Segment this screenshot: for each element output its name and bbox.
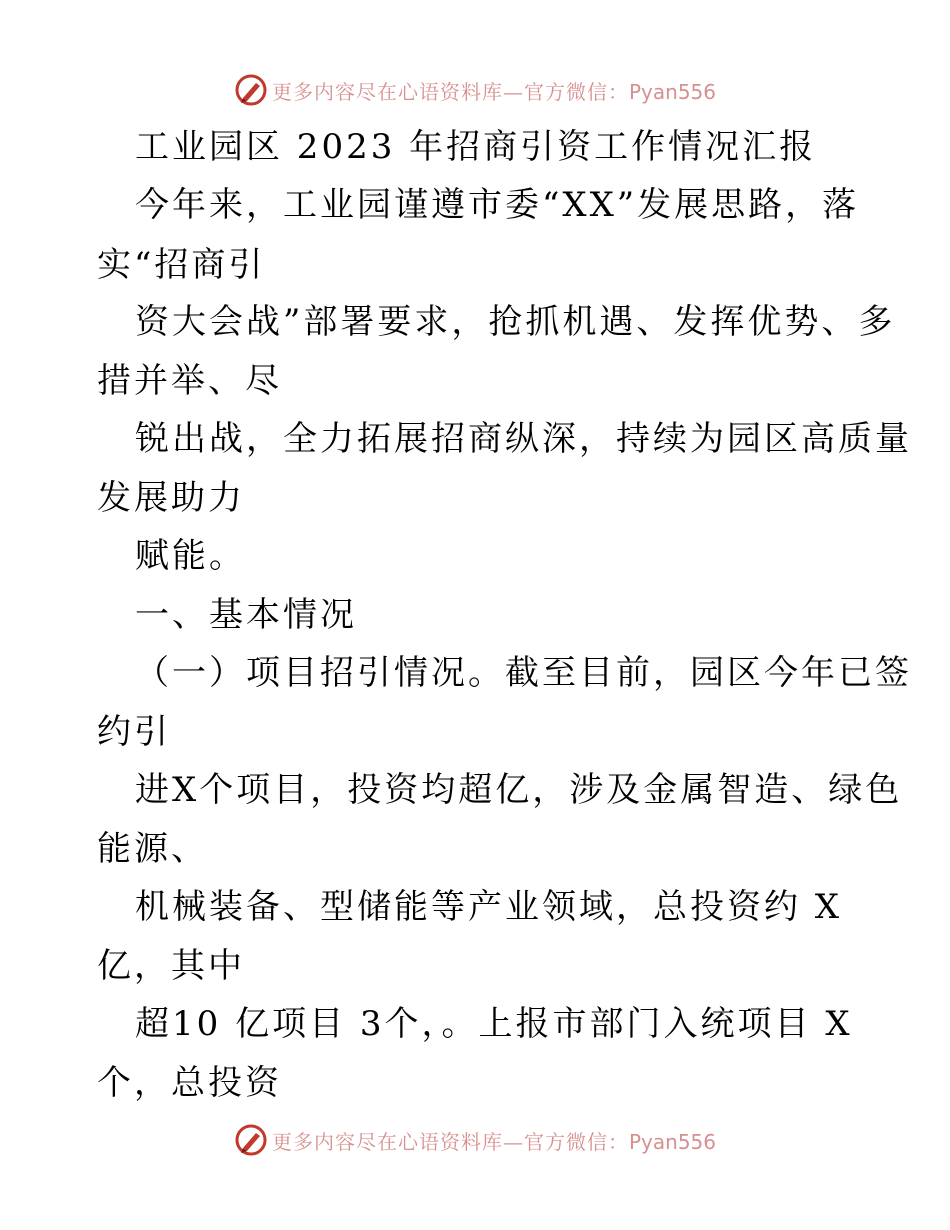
paragraph-line: 发展助力: [97, 478, 245, 518]
paragraph-line: 约引: [97, 712, 171, 752]
section-heading: 一、基本情况: [135, 595, 357, 635]
paragraph-line: 超10 亿项目 3个，。上报市部门入统项目 X: [135, 1004, 853, 1044]
paragraph-line: 亿，其中: [97, 946, 245, 986]
watermark-header: [0, 70, 950, 110]
paragraph-line: 个，总投资: [97, 1063, 282, 1103]
watermark-text: 更多内容尽在心语资料库—官方微信：Pyan556: [271, 79, 716, 104]
paragraph-line: 实“招商引: [97, 245, 266, 285]
watermark-text: 更多内容尽在心语资料库—官方微信：Pyan556: [271, 1129, 716, 1154]
paragraph-line: 锐出战，全力拓展招商纵深，持续为园区高质量: [135, 419, 912, 459]
document-title: 工业园区 2023 年招商引资工作情况汇报: [135, 127, 817, 167]
paragraph-line: 进X个项目，投资均超亿，涉及金属智造、绿色: [135, 770, 903, 810]
pen-logo-icon: [234, 1123, 268, 1157]
paragraph-line: 资大会战”部署要求，抢抓机遇、发挥优势、多: [135, 302, 896, 342]
paragraph-line: （一）项目招引情况。截至目前，园区今年已签: [135, 653, 912, 693]
paragraph-line: 措并举、尽: [97, 361, 282, 401]
paragraph-line: 能源、: [97, 829, 208, 869]
pen-logo-icon: [234, 73, 268, 107]
paragraph-line: 赋能。: [135, 536, 246, 576]
paragraph-line: 今年来，工业园谨遵市委“XX”发展思路，落: [135, 185, 860, 225]
watermark-footer: [0, 1120, 950, 1160]
paragraph-line: 机械装备、型储能等产业领域，总投资约 X: [135, 887, 843, 927]
